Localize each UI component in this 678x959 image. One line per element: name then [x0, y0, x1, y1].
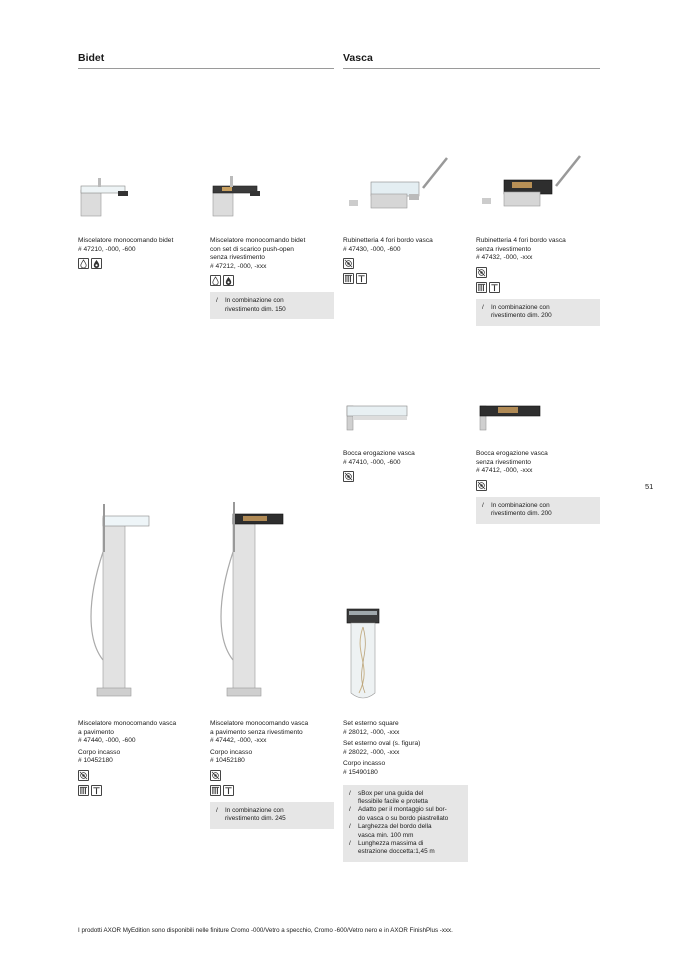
floor-bath-mixer-image: [85, 500, 155, 700]
product-code: # 47410, -000, -600: [343, 458, 401, 466]
product-code: # 28012, -000, -xxx: [343, 728, 400, 736]
deck-mount-icon: [489, 282, 500, 293]
feature-icons: [210, 275, 334, 286]
product-floor-bath-mixer: [78, 720, 203, 796]
product-name: Rubinetteria 4 fori bordo vasca senza rivestimento: [476, 237, 566, 253]
product-code: # 47440, -000, -600: [78, 737, 136, 745]
product-name: Bocca erogazione vasca senza rivestimento: [476, 450, 548, 466]
note-box: [343, 785, 468, 862]
no-spray-icon: [343, 258, 354, 269]
water-drop-icon: [78, 258, 89, 269]
water-drop-icon: [210, 275, 221, 286]
sub-code: # 15490180: [343, 768, 378, 776]
feature-icons: [78, 770, 203, 781]
sub-label: Corpo incasso: [78, 748, 121, 756]
product-code: # 47412, -000, -xxx: [476, 467, 533, 475]
feature-icons: [476, 267, 600, 278]
page-number: 51: [645, 482, 654, 491]
no-spray-icon: [343, 471, 354, 482]
note-box: [476, 299, 600, 326]
product-code: # 47212, -000, -xxx: [210, 262, 267, 270]
sub-code: # 10452180: [78, 757, 113, 765]
product-name: Bocca erogazione vasca: [343, 450, 415, 457]
note-item: / In combinazione con rivestimento dim. 200: [482, 303, 552, 320]
feature-icons-row2: [78, 785, 203, 796]
no-spray-icon: [210, 770, 221, 781]
floor-bath-mixer-no-cover-image: [215, 500, 290, 700]
section-title-bidet: Bidet: [78, 52, 105, 64]
feature-icons: [343, 471, 468, 482]
product-code: # 47442, -000, -xxx: [210, 737, 267, 745]
product-name: Miscelatore monocomando bidet con set di scarico push-open senza rivestimento: [210, 237, 306, 262]
note-item: / Larghezza del bordo della vasca min. 100 mm: [349, 823, 432, 839]
no-spray-icon: [476, 480, 487, 491]
product-name: Miscelatore monocomando vasca a pavimento senza rivestimento: [210, 720, 309, 736]
product-code: # 47432, -000, -xxx: [476, 254, 533, 262]
feature-icons-row2: [343, 273, 468, 284]
note-item: / In combinazione con rivestimento dim. 200: [482, 501, 552, 518]
bath-spout-image: [343, 400, 413, 435]
product-name: Rubinetteria 4 fori bordo vasca: [343, 237, 433, 244]
section-rule-bidet: [78, 68, 334, 69]
feature-icons: [476, 480, 600, 491]
multi-hole-icon: [210, 785, 221, 796]
feature-icons-row2: [210, 785, 334, 796]
product-name-2: Set esterno oval (s. figura): [343, 740, 421, 748]
product-bath-spout: [343, 450, 468, 482]
product-name: Miscelatore monocomando bidet: [78, 237, 174, 244]
product-sbox-set: [343, 720, 468, 862]
note-box: [476, 497, 600, 524]
feature-icons: [210, 770, 334, 781]
product-bath-spout-no-cover: [476, 450, 600, 524]
deck-mount-icon: [356, 273, 367, 284]
no-spray-icon: [78, 770, 89, 781]
bath-spout-no-cover-image: [476, 400, 546, 435]
note-item: / Adatto per il montaggio sul bor- do vasca o su bordo piastrellato: [349, 806, 449, 822]
note-box: [210, 802, 334, 829]
product-name: Miscelatore monocomando vasca a pavimento: [78, 720, 177, 736]
eco-drop-icon: [223, 275, 234, 286]
product-name: Set esterno square: [343, 720, 399, 727]
no-spray-icon: [476, 267, 487, 278]
bath-4hole-mixer-image: [343, 150, 453, 220]
multi-hole-icon: [476, 282, 487, 293]
feature-icons: [78, 258, 203, 269]
product-code: # 47430, -000, -600: [343, 245, 401, 253]
deck-mount-icon: [91, 785, 102, 796]
product-bidet-mixer-push-open: [210, 237, 334, 319]
sub-label: Corpo incasso: [343, 760, 386, 768]
sbox-set-image: [343, 605, 383, 705]
product-bidet-mixer: [78, 237, 203, 269]
bidet-mixer-image: [78, 170, 138, 220]
multi-hole-icon: [78, 785, 89, 796]
feature-icons-row2: [476, 282, 600, 293]
sub-label: Corpo incasso: [210, 748, 253, 756]
product-bath-4hole-mixer: [343, 237, 468, 284]
feature-icons: [343, 258, 468, 269]
footer-note: I prodotti AXOR MyEdition sono disponibili nelle finiture Cromo -000/Vetro a specchio, Cromo -600/Vetro nero e in AXOR FinishPlus -xxx.: [78, 927, 453, 934]
product-floor-bath-mixer-no-cover: [210, 720, 334, 829]
note-item: / In combinazione con rivestimento dim. 150: [216, 297, 286, 313]
note-item: / sBox per una guida del flessibile facile e protetta: [349, 789, 428, 805]
eco-drop-icon: [91, 258, 102, 269]
sub-code: # 10452180: [210, 757, 245, 765]
product-code: # 47210, -000, -600: [78, 245, 136, 253]
section-title-vasca: Vasca: [343, 52, 373, 64]
section-rule-vasca: [343, 68, 600, 69]
note-item: / In combinazione con rivestimento dim. 245: [216, 806, 286, 823]
deck-mount-icon: [223, 785, 234, 796]
bath-4hole-mixer-no-cover-image: [476, 150, 586, 220]
product-bath-4hole-mixer-no-cover: [476, 237, 600, 326]
multi-hole-icon: [343, 273, 354, 284]
product-code-2: # 28022, -000, -xxx: [343, 748, 400, 756]
note-box: [210, 292, 334, 319]
note-item: / Lunghezza massima di estrazione doccetta:1,45 m: [349, 840, 435, 856]
bidet-mixer-push-open-image: [210, 170, 270, 220]
